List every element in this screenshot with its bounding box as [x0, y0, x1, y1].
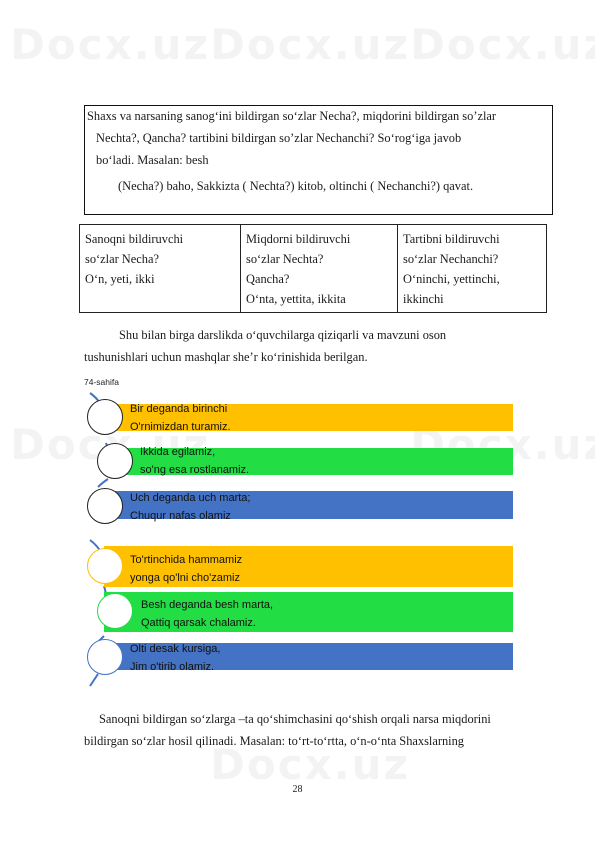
poem-line: so'ng esa rostlanamiz. — [140, 464, 250, 476]
paragraph-line: bildirgan so‘zlar hosil qilinadi. Masalan: to‘rt-to‘rtta, o‘n-o‘nta Shaxslarning — [84, 734, 465, 748]
poem-line: yonga qo'lni cho'zamiz — [130, 572, 240, 584]
poem-line: Olti desak kursiga, — [130, 643, 221, 655]
cell-line: Sanoqni bildiruvchi — [85, 232, 184, 246]
poem-line: Chuqur nafas olamiz — [130, 510, 231, 522]
definition-line: Nechta?, Qancha? tartibini bildirgan so’zlar Nechanchi? So‘rog‘iga javob — [96, 131, 462, 145]
poem-line: Bir deganda birinchi — [130, 403, 228, 415]
definition-line: Shaxs va narsaning sanog‘ini bildirgan so‘zlar Necha?, miqdorini bildirgan so’zlar — [87, 109, 497, 123]
cell-line: O‘nta, yettita, ikkita — [246, 292, 346, 306]
cell-line: Miqdorni bildiruvchi — [246, 232, 351, 246]
watermark — [410, 20, 595, 69]
cell-line: so‘zlar Necha? — [85, 252, 159, 266]
poem-bullet-circle — [97, 443, 133, 479]
paragraph-line: tushunishlari uchun mashqlar she’r ko‘rinishida berilgan. — [84, 350, 368, 364]
table-cell — [398, 225, 547, 313]
poem-line: To'rtinchida hammamiz — [130, 554, 243, 566]
table-row — [80, 225, 547, 313]
definition-line: (Necha?) baho, Sakkizta ( Nechta?) kitob, oltinchi ( Nechanchi?) qavat. — [118, 179, 474, 193]
definition-box — [84, 105, 553, 215]
paragraph-line: Shu bilan birga darslikda o‘quvchilarga qiziqarli va mavzuni oson — [119, 328, 447, 342]
poem-line: O'rnimizdan turamiz. — [130, 421, 231, 433]
page-number: 28 — [292, 784, 303, 795]
table-cell — [241, 225, 398, 313]
watermark — [210, 20, 410, 69]
table-cell — [80, 225, 241, 313]
cell-line: Qancha? — [246, 272, 290, 286]
watermark — [10, 20, 210, 69]
cell-line: ikkinchi — [403, 292, 444, 306]
poem-band — [104, 546, 513, 587]
arc — [98, 479, 108, 487]
poem-line: Besh deganda besh marta, — [141, 599, 274, 611]
definition-line: bo‘ladi. Masalan: besh — [96, 153, 209, 167]
numeral-types-table — [79, 224, 547, 313]
poem-bullet-circle — [87, 548, 123, 584]
poem-band — [104, 404, 513, 431]
poem-line: Ikkida egilamiz, — [140, 446, 216, 458]
poem-bullet-circle — [97, 593, 133, 629]
poem-line: Uch deganda uch marta; — [130, 492, 251, 504]
cell-line: O‘ninchi, yettinchi, — [403, 272, 500, 286]
poem-band — [104, 491, 513, 522]
cell-line: Tartibni bildiruvchi — [403, 232, 500, 246]
poem-bullet-circle — [87, 399, 123, 435]
paragraph-line: Sanoqni bildirgan so‘zlarga –ta qo‘shimchasini qo‘shish orqali narsa miqdorini — [99, 712, 491, 726]
cell-line: O‘n, yeti, ikki — [85, 272, 155, 286]
poem-band — [104, 643, 513, 673]
arc — [90, 674, 98, 686]
poem-line: Jim o'tirib olamiz. — [130, 661, 215, 673]
poem-bullet-circle — [87, 488, 123, 524]
page-reference: 74-sahifa — [84, 377, 119, 387]
cell-line: so‘zlar Nechta? — [246, 252, 324, 266]
poem-band — [104, 448, 513, 475]
cell-line: so‘zlar Nechanchi? — [403, 252, 499, 266]
poem-band — [104, 592, 513, 632]
poem-line: Qattiq qarsak chalamiz. — [141, 617, 256, 629]
poem-bullet-circle — [87, 639, 123, 675]
